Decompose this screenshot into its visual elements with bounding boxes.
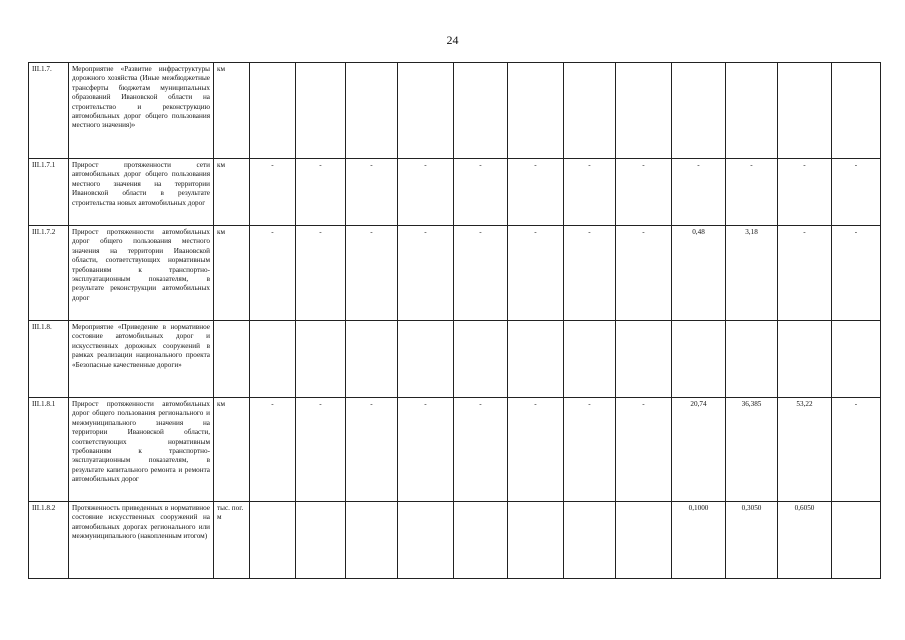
row-description-cell: Прирост протяженности автомобильных дорог общего пользования местного значения на территории Ивановской области, соответствующих нормативным требованиям к транспортно-эксплуатационным показателям, в результате реконструкции автомобильных дорог (69, 226, 214, 321)
value-cell: - (616, 226, 672, 321)
value-cell (726, 321, 778, 398)
value-cell (346, 321, 398, 398)
value-cell (672, 321, 726, 398)
value-cell: - (454, 159, 508, 226)
row-code-cell: III.1.7. (29, 63, 69, 159)
value-cell: - (250, 398, 296, 502)
value-cell: 53,22 (778, 398, 832, 502)
value-cell (250, 502, 296, 579)
value-cell (564, 321, 616, 398)
row-description-cell: Прирост протяженности сети автомобильных дорог общего пользования местного значения на территории Ивановской области в результате строительства новых автомобильных дорог (69, 159, 214, 226)
row-code-cell: III.1.8.1 (29, 398, 69, 502)
value-cell: - (296, 159, 346, 226)
row-code-cell: III.1.8. (29, 321, 69, 398)
value-cell: - (296, 398, 346, 502)
value-cell: - (250, 226, 296, 321)
value-cell (398, 502, 454, 579)
value-cell: - (778, 159, 832, 226)
table-row (29, 502, 881, 579)
value-cell: 20,74 (672, 398, 726, 502)
value-cell: - (398, 226, 454, 321)
value-cell (398, 63, 454, 159)
value-cell: - (296, 226, 346, 321)
row-description-cell: Мероприятие «Приведение в нормативное состояние автомобильных дорог и искусственных дорожных сооружений в рамках реализации национального проекта «Безопасные качественные дороги» (69, 321, 214, 398)
value-cell (454, 502, 508, 579)
value-cell: 0,48 (672, 226, 726, 321)
value-cell: - (778, 226, 832, 321)
row-unit-cell: км (214, 159, 250, 226)
row-code-cell: III.1.7.1 (29, 159, 69, 226)
value-cell (346, 63, 398, 159)
value-cell: - (832, 226, 881, 321)
value-cell (564, 63, 616, 159)
value-cell: 0,3050 (726, 502, 778, 579)
value-cell: - (250, 159, 296, 226)
table-row (29, 159, 881, 226)
row-description-cell: Прирост протяженности автомобильных дорог общего пользования регионального и межмуниципального значения на территории Ивановской области, соответствующих нормативным требованиям к транспортно-эксплуатационным показателям, в результате капитального ремонта и ремонта автомобильных дорог (69, 398, 214, 502)
value-cell (616, 321, 672, 398)
indicators-table (28, 62, 881, 579)
value-cell: - (832, 159, 881, 226)
value-cell (832, 63, 881, 159)
value-cell: - (398, 398, 454, 502)
page-number: 24 (446, 33, 459, 47)
row-code-cell: III.1.7.2 (29, 226, 69, 321)
row-unit-cell (214, 321, 250, 398)
value-cell: - (616, 398, 672, 502)
value-cell (832, 502, 881, 579)
value-cell: - (564, 398, 616, 502)
row-unit-cell: км (214, 226, 250, 321)
row-description-cell: Протяженность приведенных в нормативное состояние искусственных сооружений на автомобильных дорогах регионального или межмуниципального (накопленным итогом) (69, 502, 214, 579)
value-cell: - (564, 159, 616, 226)
value-cell (250, 63, 296, 159)
value-cell (508, 321, 564, 398)
value-cell: - (616, 159, 672, 226)
value-cell: 36,385 (726, 398, 778, 502)
value-cell: 0,1000 (672, 502, 726, 579)
value-cell: - (398, 159, 454, 226)
value-cell: 0,6050 (778, 502, 832, 579)
value-cell (508, 63, 564, 159)
value-cell (398, 321, 454, 398)
value-cell (250, 321, 296, 398)
value-cell (508, 502, 564, 579)
value-cell: - (726, 159, 778, 226)
row-description-cell: Мероприятие «Развитие инфраструктуры дорожного хозяйства (Иные межбюджетные трансферты бюджетам муниципальных образований Ивановской области на строительство и реконструкцию автомобильных дорог общего пользования местного значения)» (69, 63, 214, 159)
value-cell: - (346, 159, 398, 226)
value-cell: - (508, 226, 564, 321)
value-cell (778, 63, 832, 159)
value-cell (616, 502, 672, 579)
value-cell: - (832, 398, 881, 502)
table-row (29, 226, 881, 321)
row-unit-cell: тыс. пог. м (214, 502, 250, 579)
value-cell (296, 321, 346, 398)
value-cell (454, 63, 508, 159)
value-cell (832, 321, 881, 398)
value-cell (346, 502, 398, 579)
value-cell (672, 63, 726, 159)
value-cell: - (564, 226, 616, 321)
table-row (29, 398, 881, 502)
value-cell (564, 502, 616, 579)
value-cell (726, 63, 778, 159)
value-cell: - (346, 226, 398, 321)
value-cell: - (508, 398, 564, 502)
value-cell: 3,18 (726, 226, 778, 321)
value-cell (296, 63, 346, 159)
value-cell: - (454, 226, 508, 321)
value-cell: - (672, 159, 726, 226)
row-unit-cell: км (214, 63, 250, 159)
table-row (29, 63, 881, 159)
value-cell: - (508, 159, 564, 226)
value-cell (616, 63, 672, 159)
value-cell (296, 502, 346, 579)
value-cell (454, 321, 508, 398)
value-cell (778, 321, 832, 398)
row-code-cell: III.1.8.2 (29, 502, 69, 579)
row-unit-cell: км (214, 398, 250, 502)
table-row (29, 321, 881, 398)
value-cell: - (454, 398, 508, 502)
value-cell: - (346, 398, 398, 502)
